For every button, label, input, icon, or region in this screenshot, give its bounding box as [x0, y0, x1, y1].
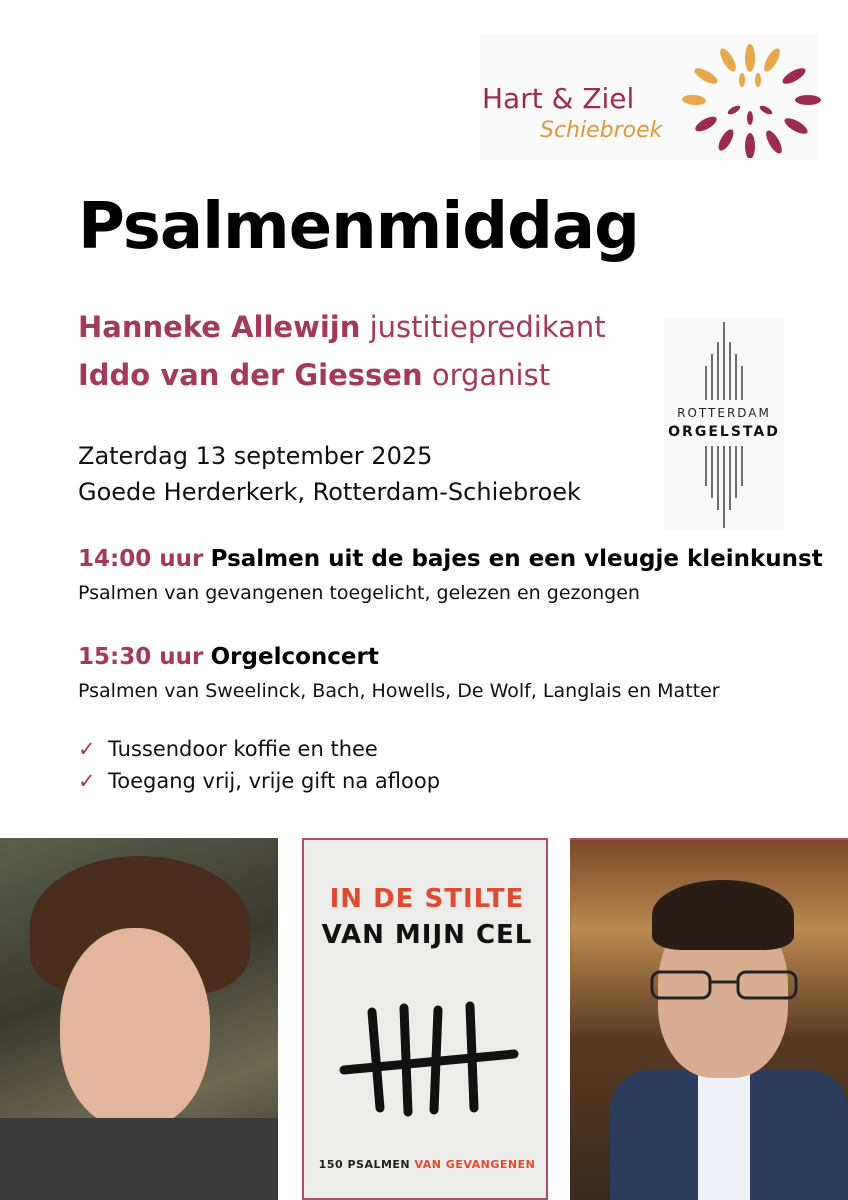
photo-hanneke-allewijn [0, 838, 278, 1200]
book-title-line2: VAN MIJN CEL [321, 920, 533, 950]
note-text: Tussendoor koffie en thee [108, 737, 378, 761]
book-footer-a: 150 PSALMEN [318, 1158, 411, 1171]
note-item [78, 769, 440, 793]
check-icon: ✓ [78, 769, 96, 793]
speaker-name: Iddo van der Giessen [78, 358, 423, 392]
program-time: 15:30 uur [78, 644, 204, 670]
note-item [78, 737, 378, 761]
speaker-role: justitiepredikant [369, 310, 606, 344]
speaker-name: Hanneke Allewijn [78, 310, 361, 344]
program-description: Psalmen van Sweelinck, Bach, Howells, De Wolf, Langlais en Matter [78, 680, 720, 702]
program-title: Orgelconcert [210, 644, 379, 670]
event-location: Goede Herderkerk, Rotterdam-Schiebroek [78, 478, 581, 506]
program-time: 14:00 uur [78, 546, 204, 572]
speaker-role: organist [431, 358, 551, 392]
hart-ziel-sun-icon [662, 36, 822, 158]
logo-name: Hart & Ziel [482, 82, 635, 115]
book-footer [304, 1158, 548, 1171]
event-date: Zaterdag 13 september 2025 [78, 442, 433, 470]
photo-iddo-van-der-giessen [570, 838, 848, 1200]
orgelstad-line1: ROTTERDAM [677, 406, 771, 420]
tally-marks-icon [334, 1000, 524, 1120]
speaker-1 [78, 310, 606, 344]
book-title-line1: IN DE STILTE [329, 884, 525, 914]
note-text: Toegang vrij, vrije gift na afloop [108, 769, 441, 793]
program-description: Psalmen van gevangenen toegelicht, gelezen en gezongen [78, 582, 640, 604]
program-item-2 [78, 644, 379, 670]
book-footer-b: VAN GEVANGENEN [414, 1158, 536, 1171]
check-icon: ✓ [78, 737, 96, 761]
orgelstad-logo [664, 318, 784, 530]
speaker-2 [78, 358, 550, 392]
page-title: Psalmenmiddag [78, 190, 639, 264]
glasses-icon [642, 968, 806, 1002]
orgelstad-line2: ORGELSTAD [668, 424, 780, 440]
program-title: Psalmen uit de bajes en een vleugje kleinkunst [210, 546, 823, 572]
program-item-1 [78, 546, 823, 572]
logo-place: Schiebroek [540, 118, 663, 143]
book-cover [302, 838, 548, 1200]
